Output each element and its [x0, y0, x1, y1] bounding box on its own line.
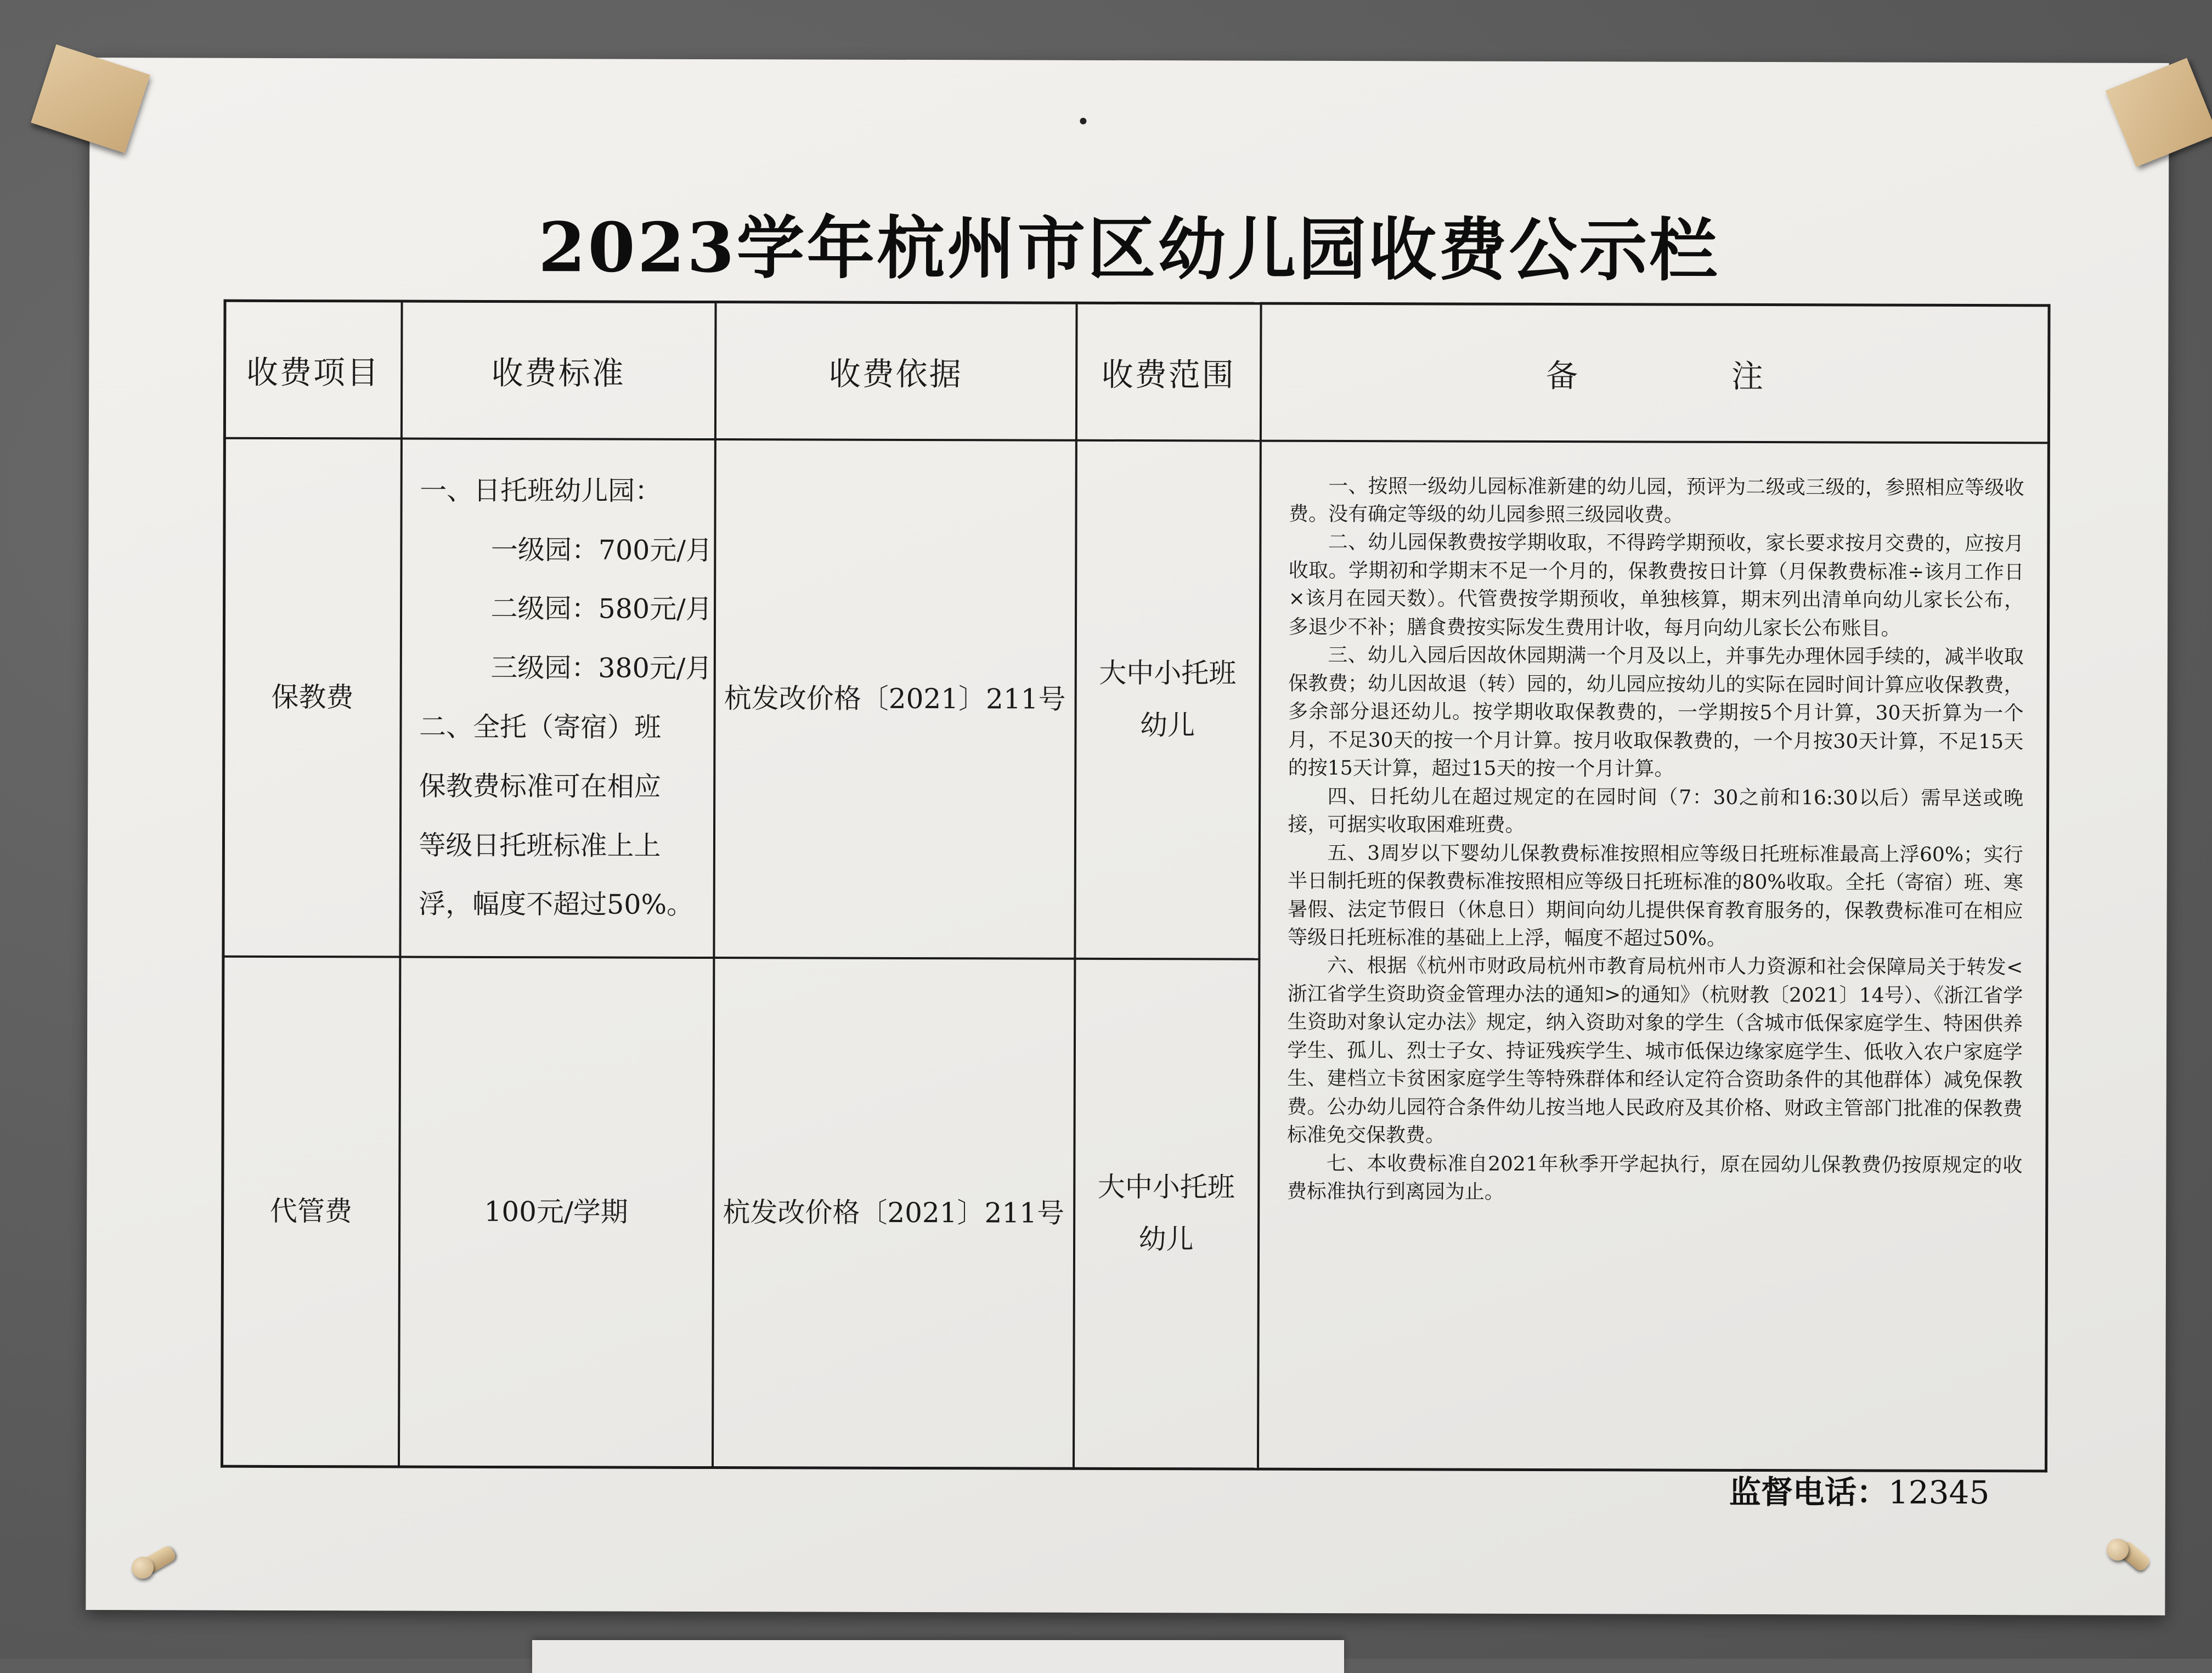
- supervision-phone: [1729, 1466, 1990, 1513]
- scope-line: 幼儿: [1138, 1223, 1194, 1256]
- remark-paragraph: 三、幼儿入园后因故休园期满一个月及以上，并事先办理休园手续的，减半收取保教费；幼儿因故退（转）园的，幼儿园应按幼儿的实际在园时间计算应收保教费，多余部分退还幼儿。按学期收取保教费的，一学期按5个月计算，30天折算为一个月，不足30天的按一个月计算。按月收取保教费的，一个月按30天计算，不足15天的按15天计算，超过15天的按一个月计算。: [1288, 644, 2024, 781]
- standard-line: 保教费标准可在相应: [419, 770, 661, 802]
- fee-item-tuition: 保教费: [223, 438, 401, 957]
- phone-label: 监督电话：: [1729, 1473, 1888, 1511]
- pin-head-bottom-right: [2107, 1539, 2129, 1561]
- scope-line: 幼儿: [1139, 709, 1195, 742]
- lower-paper-edge: [532, 1640, 1344, 1673]
- fee-basis-custody: 杭发改价格〔2021〕211号: [712, 958, 1074, 1469]
- header-fee-basis: 收费依据: [715, 302, 1076, 440]
- ink-dot: [1080, 118, 1086, 125]
- remarks-cell: [1257, 440, 2049, 1471]
- remark-paragraph: 二、幼儿园保教费按学期收取，不得跨学期预收，家长要求按月交费的，应按月收取。学期初和学期末不足一个月的，保教费按日计算（月保教费标准÷该月工作日×该月在园天数）。代管费按学期预收，单独核算，期末列出清单向幼儿家长公布，多退少不补；膳食费按实际发生费用计收，每月向幼儿家长公布账目。: [1288, 531, 2024, 640]
- fee-standard-custody: 100元/学期: [398, 957, 713, 1467]
- fee-scope-tuition: [1075, 440, 1260, 959]
- remark-paragraph: 五、3周岁以下婴幼儿保教费标准按照相应等级日托班标准最高上浮60%；实行半日制托班的保教费标准按照相应等级日托班标准的80%收取。全托（寄宿）班、寒暑假、法定节假日（休息日）期间向幼儿提供保育教育服务的，保教费标准可在相应等级日托班标准的基础上上浮，幅度不超过50%。: [1287, 841, 2023, 950]
- header-fee-item: 收费项目: [224, 301, 402, 438]
- table-header-row: [224, 301, 2049, 443]
- header-remarks: [1260, 303, 2049, 443]
- scope-line: 大中小托班: [1099, 657, 1237, 689]
- remark-paragraph: 四、日托幼儿在超过规定的在园时间（7：30之前和16:30以后）需早送或晚接，可据实收取困难班费。: [1288, 785, 2024, 837]
- standard-line: 三级园：380元/月: [490, 652, 713, 685]
- standard-line: 浮，幅度不超过50%。: [419, 889, 694, 921]
- standard-line: 等级日托班标准上上: [419, 829, 661, 862]
- notice-title: 2023学年杭州市区幼儿园收费公示栏: [538, 208, 1720, 291]
- fee-table: [221, 299, 2051, 1473]
- header-fee-standard: 收费标准: [401, 301, 715, 439]
- pin-head-bottom-left: [132, 1557, 154, 1579]
- header-remarks-char-1: 备: [1545, 357, 1578, 394]
- scope-line: 大中小托班: [1097, 1171, 1235, 1203]
- fee-item-custody: 代管费: [222, 956, 399, 1467]
- remark-paragraph: 一、按照一级幼儿园标准新建的幼儿园，预评为二级或三级的，参照相应等级收费。没有确定等级的幼儿园参照三级园收费。: [1288, 474, 2024, 527]
- fee-notice-paper: [86, 58, 2169, 1615]
- remark-paragraph: 六、根据《杭州市财政局杭州市教育局杭州市人力资源和社会保障局关于转发<浙江省学生资助资金管理办法的通知>的通知》（杭财教〔2021〕14号）、《浙江省学生资助对象认定办法》规定，纳入资助对象的学生（含城市低保家庭学生、特困供养学生、孤儿、烈士子女、持证残疾学生、城市低保边缘家庭学生、低收入农户家庭学生、建档立卡贫困家庭学生等特殊群体和经认定符合资助条件的其他群体）减免保教费。公办幼儿园符合条件幼儿按当地人民政府及其价格、财政主管部门批准的保教费标准免交保教费。: [1287, 954, 2023, 1147]
- phone-number: 12345: [1888, 1473, 1990, 1512]
- remark-paragraph: 七、本收费标准自2021年秋季开学起执行，原在园幼儿保教费仍按原规定的收费标准执行到离园为止。: [1286, 1152, 2023, 1204]
- fee-standard-tuition: [400, 438, 715, 957]
- table-row: [223, 438, 2049, 961]
- standard-line: 一级园：700元/月: [490, 534, 713, 566]
- header-fee-scope: 收费范围: [1076, 303, 1261, 440]
- standard-line: 二、全托（寄宿）班: [419, 711, 662, 743]
- standard-line: 二级园：580元/月: [490, 593, 713, 625]
- fee-scope-custody: [1073, 958, 1259, 1469]
- standard-line: 一、日托班幼儿园：: [420, 474, 662, 507]
- fee-basis-tuition: 杭发改价格〔2021〕211号: [714, 439, 1076, 959]
- header-remarks-char-2: 注: [1731, 357, 1764, 395]
